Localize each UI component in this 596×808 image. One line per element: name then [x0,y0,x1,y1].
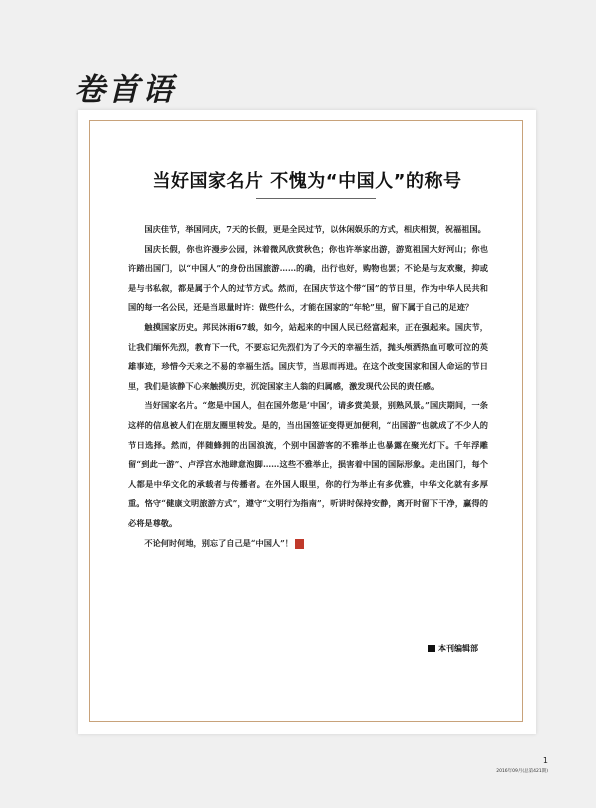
article-title: 当好国家名片 不愧为“中国人”的称号 [152,171,462,192]
page-number: 1 [542,756,548,765]
article-frame [89,120,523,722]
article-body [128,220,488,553]
paragraph: 国庆长假，你也许漫步公园，沐着微风欣赏秋色；你也许举家出游，游览祖国大好河山；你也许踏出国门，以“中国人”的身份出国旅游……的确，出行也好，购物也罢；不论是与友欢聚，抑或是与书私叙，都是属于个人的过节方式。然而，在国庆节这个带“国”的节日里，作为中华人民共和国的每一名公民，还是当思量时许：做些什么，才能在国家的“年轮”里，留下属于自己的足迹？ [128,243,488,313]
paragraph: 触摸国家历史。邦民沐雨67载，如今，站起来的中国人民已经富起来，正在强起来。国庆节，让我们缅怀先烈，教育下一代，不要忘记先烈们为了今天的幸福生活，抛头颅洒热血可歌可泣的英雄事迹，珍惜今天来之不易的幸福生活。国庆节，当思而再进。在这个改变国家和国人命运的节日里，我们是该静下心来触摸历史，沉淀国家主人翁的归属感，激发现代公民的责任感。 [128,321,488,391]
title-underline [256,198,376,199]
editorial-signature [428,643,478,654]
closing-text: 不论何时何地，别忘了自己是“中国人”！ [144,537,293,548]
article-card [78,110,536,734]
issue-info: 2016年09月(总第421期) [496,769,548,774]
end-seal-icon: N [295,539,304,549]
square-bullet-icon [428,645,435,652]
paragraph: 国庆佳节，举国同庆，7天的长假，更是全民过节，以休闲娱乐的方式，相庆相贺，祝福祖国。 [144,224,486,234]
section-title: 卷首语 [74,72,176,108]
closing-paragraph [128,534,488,554]
signature-text: 本刊编辑部 [438,644,478,653]
paragraph: 当好国家名片。“您是中国人，但在国外您是‘中国’，请多赏美景，别熟风景。”国庆期间，一条这样的信息被人们在朋友圈里转发。是的，当出国签证变得更加便利，“出国游”也就成了不少人的节日选择。然而，伴随蜂拥的出国浪流，个别中国游客的不雅举止也暴露在聚光灯下。千年浮雕留“到此一游”、卢浮宫水池肆意泡脚……这些不雅举止，损害着中国的国际形象。走出国门，每个人都是中华文化的承载者与传播者。在外国人眼里，你的行为举止有多优雅，中华文化就有多厚重。恪守“健康文明旅游方式”，遵守“文明行为指南”，听讲时保持安静，离开时留下干净，赢得的必将是尊敬。 [128,400,488,528]
